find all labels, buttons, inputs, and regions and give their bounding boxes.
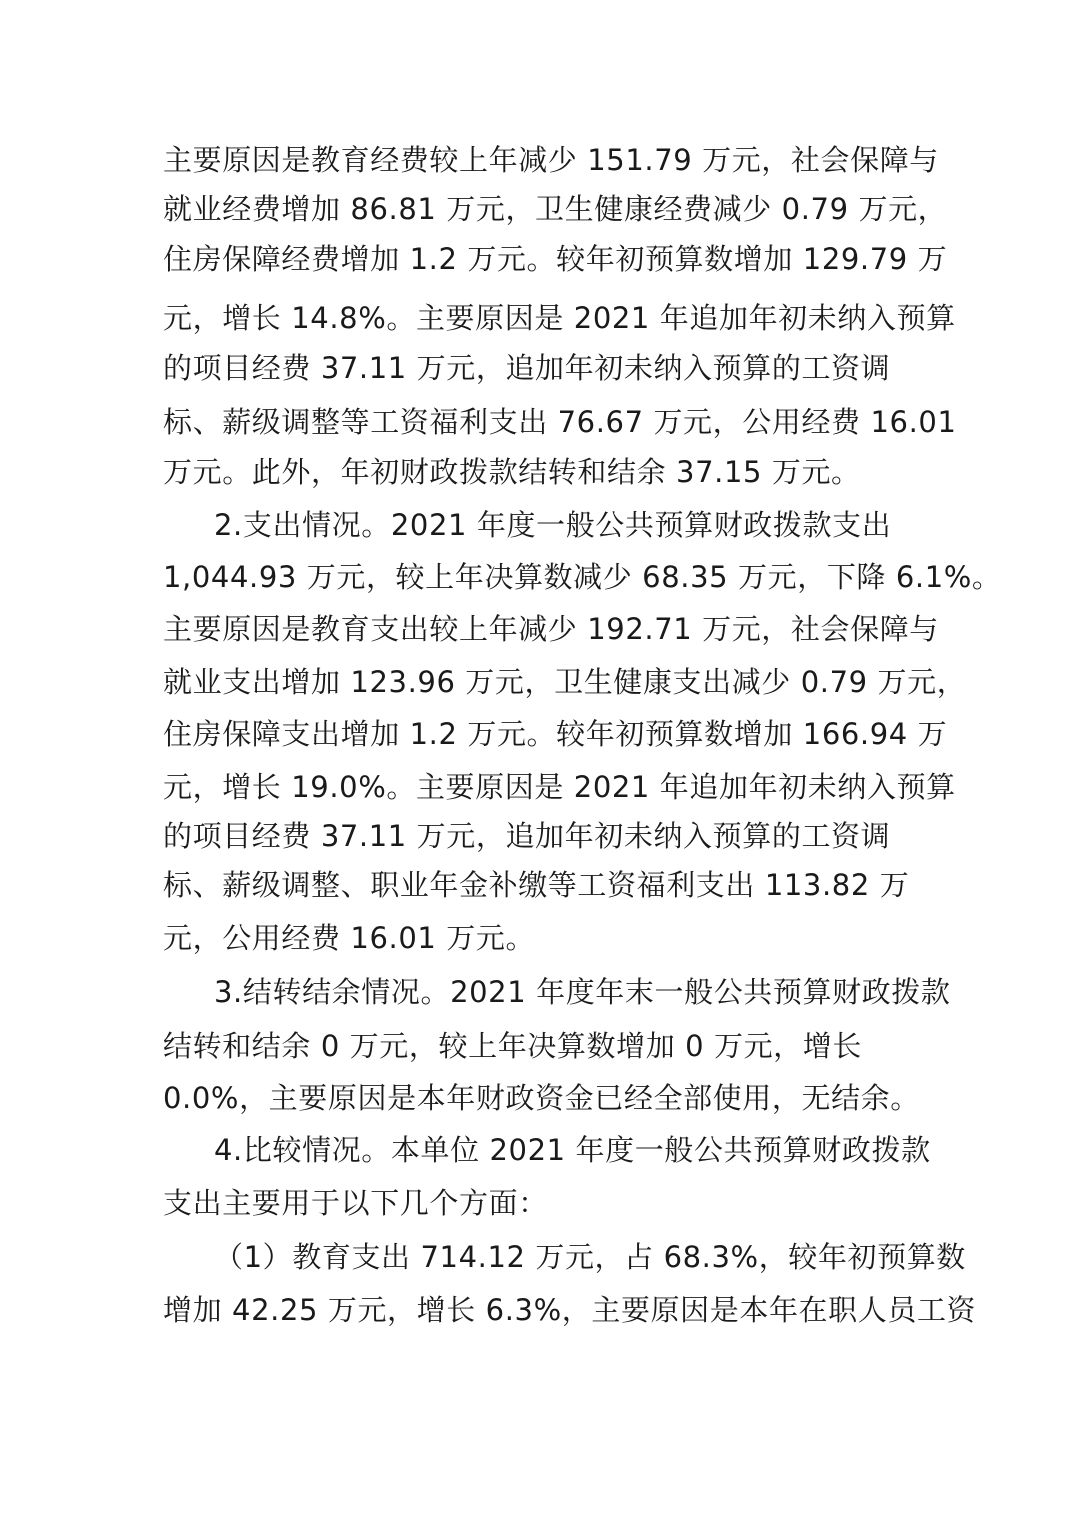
paragraph-heading-carryover: 3.结转结余情况。2021 年度年末一般公共预算财政拨款 [214, 975, 951, 1009]
text-line: 就业支出增加 123.96 万元，卫生健康支出减少 0.79 万元， [163, 665, 967, 699]
text-line: 主要原因是教育支出较上年减少 192.71 万元，社会保障与 [163, 612, 939, 646]
text-line: 元，公用经费 16.01 万元。 [163, 921, 536, 955]
text-line: 1,044.93 万元，较上年决算数减少 68.35 万元，下降 6.1%。 [163, 560, 1002, 594]
paragraph-heading-expenditure: 2.支出情况。2021 年度一般公共预算财政拨款支出 [214, 508, 892, 542]
text-line: 主要原因是教育经费较上年减少 151.79 万元，社会保障与 [163, 143, 939, 177]
text-line: 结转和结余 0 万元，较上年决算数增加 0 万元，增长 [163, 1029, 862, 1063]
text-line: 住房保障支出增加 1.2 万元。较年初预算数增加 166.94 万 [163, 717, 948, 751]
paragraph-heading-comparison: 4.比较情况。本单位 2021 年度一般公共预算财政拨款 [214, 1133, 931, 1167]
text-line: 的项目经费 37.11 万元，追加年初未纳入预算的工资调 [163, 819, 891, 853]
text-line: 的项目经费 37.11 万元，追加年初未纳入预算的工资调 [163, 351, 891, 385]
text-line: 元，增长 14.8%。主要原因是 2021 年追加年初未纳入预算 [163, 301, 956, 335]
text-line: 标、薪级调整、职业年金补缴等工资福利支出 113.82 万 [163, 868, 910, 902]
text-line: 住房保障经费增加 1.2 万元。较年初预算数增加 129.79 万 [163, 242, 948, 276]
text-line: 标、薪级调整等工资福利支出 76.67 万元，公用经费 16.01 [163, 405, 957, 439]
list-item-education: （1）教育支出 714.12 万元，占 68.3%，较年初预算数 [214, 1240, 966, 1274]
text-line: 万元。此外，年初财政拨款结转和结余 37.15 万元。 [163, 455, 861, 489]
text-line: 就业经费增加 86.81 万元，卫生健康经费减少 0.79 万元， [163, 192, 948, 226]
text-line: 支出主要用于以下几个方面： [163, 1186, 548, 1220]
text-line: 元，增长 19.0%。主要原因是 2021 年追加年初未纳入预算 [163, 770, 956, 804]
text-line: 增加 42.25 万元，增长 6.3%，主要原因是本年在职人员工资 [163, 1293, 977, 1327]
text-line: 0.0%，主要原因是本年财政资金已经全部使用，无结余。 [163, 1081, 920, 1115]
